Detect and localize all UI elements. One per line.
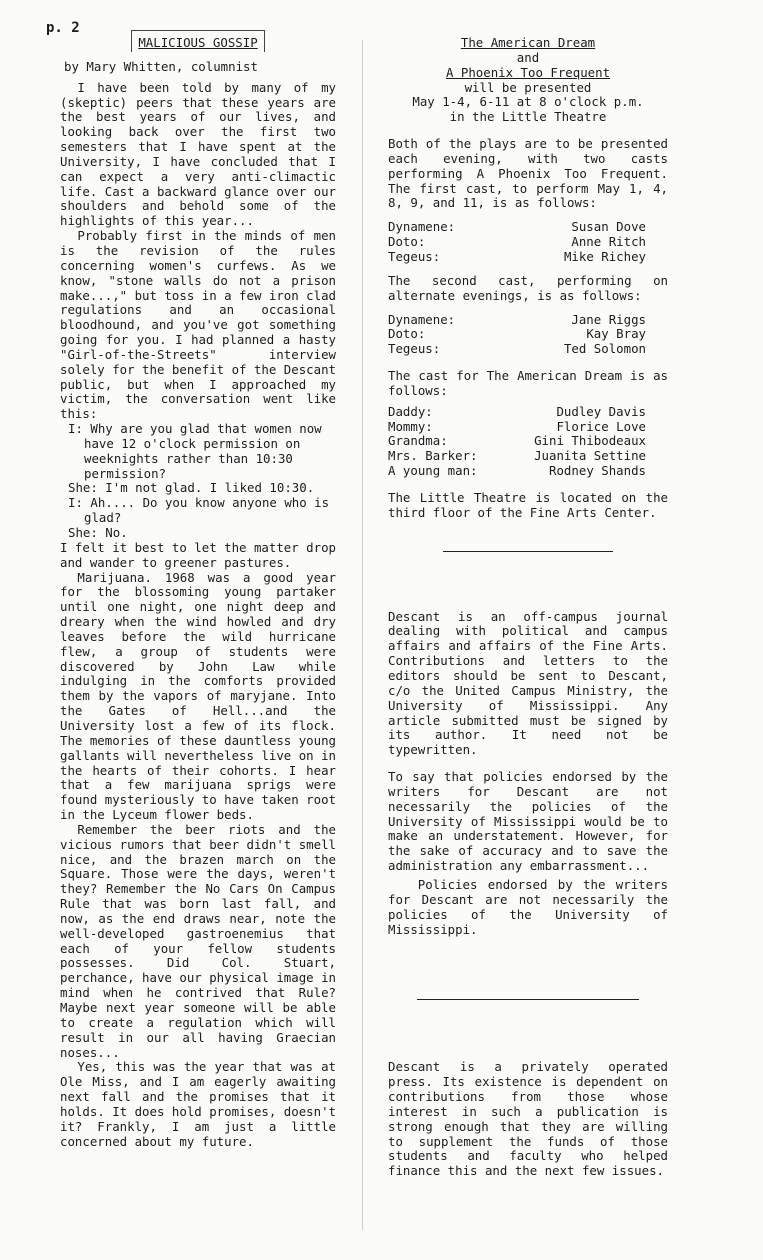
dream-cast-list bbox=[388, 405, 646, 479]
gossip-paragraph-4: Marijuana. 1968 was a good year for the blossoming young partaker until one night, one night deep and dreary when the wind howled and dry leaves before the wild hurricane flew, a group of students were discovered by John Law while indulging in the comforts provided them by the vapors of maryjane. Into the Gates of Hell...and the University lost a few of its flock. The memories of these dauntless young gallants will nevertheless live on in the hearts of their cohorts. I hear that a few marijuana sprigs were found mysteriously to have taken root in the Lyceum flower beds. bbox=[60, 569, 337, 823]
dialogue-line-3: I: Ah.... Do you know anyone who is glad? bbox=[68, 495, 330, 526]
cast-actor: Gini Thibodeaux bbox=[534, 433, 646, 449]
cast-role: Doto: bbox=[388, 234, 426, 250]
gossip-column bbox=[60, 30, 336, 1149]
cast-role: Tegeus: bbox=[388, 341, 441, 357]
cast-role: Dynamene: bbox=[388, 311, 456, 327]
cast-row bbox=[388, 250, 646, 265]
presented-line: will be presented bbox=[464, 79, 592, 95]
cast-role: Tegeus: bbox=[388, 248, 441, 264]
cast-actor: Anne Ritch bbox=[571, 234, 646, 250]
play-title-2: A Phoenix Too Frequent bbox=[445, 64, 611, 80]
descant-about: Descant is an off-campus journal dealing with political and campus affairs and affairs of the Fine Arts. Contributions and letters to the editors should be sent to Descant, c/o the United Campus Ministry, the University of Mississippi. Any article submitted must be signed by its author. It need not be typewritten. bbox=[388, 608, 668, 758]
dialogue-line-4: She: No. bbox=[68, 525, 128, 540]
cast-row bbox=[388, 449, 646, 464]
theatre-location: The Little Theatre is located on the third floor of the Fine Arts Center. bbox=[388, 489, 668, 520]
cast-actor: Kay Bray bbox=[586, 326, 646, 342]
cast-actor: Rodney Shands bbox=[549, 463, 646, 479]
cast-role: Doto: bbox=[388, 326, 426, 342]
second-cast-intro: The second cast, performing on alternate evenings, is as follows: bbox=[388, 272, 668, 303]
section-rule bbox=[417, 999, 639, 1000]
cast-role: Dynamene: bbox=[388, 219, 456, 235]
section-rule bbox=[443, 551, 613, 552]
page-number: p. 2 bbox=[46, 20, 80, 36]
descant-policy-1: To say that policies endorsed by the writers for Descant are not necessarily the policies of the University of Mississippi would be to make an understatement. However, for the sake of accuracy and to save the administration any embarrassment... bbox=[388, 769, 668, 874]
play-title-1: The American Dream bbox=[460, 35, 596, 50]
cast-role: A young man: bbox=[388, 463, 478, 479]
cast-row bbox=[388, 434, 646, 449]
cast-actor: Mike Richey bbox=[563, 248, 646, 264]
venue-line: in the Little Theatre bbox=[449, 109, 607, 125]
cast-role: Daddy: bbox=[388, 403, 433, 419]
dialogue-line-2: She: I'm not glad. I liked 10:30. bbox=[68, 480, 315, 496]
cast-row bbox=[388, 464, 646, 479]
cast-row bbox=[388, 235, 646, 250]
gossip-paragraph-3: I felt it best to let the matter drop and wander to greener pastures. bbox=[60, 539, 337, 570]
cast-intro: Both of the plays are to be presented each evening, with two casts performing A Phoenix Too Frequent. The first cast, to perform May 1, 4, 8, 9, and 11, is as follows: bbox=[388, 136, 668, 211]
gossip-title-wrap bbox=[60, 30, 336, 52]
cast-row bbox=[388, 313, 646, 328]
gossip-title: MALICIOUS GOSSIP bbox=[131, 30, 264, 52]
descant-private-press: Descant is a privately operated press. Its existence is dependent on contributions from those whose interest in such a publication is strong enough that they are willing to supplement the funds of those students and faculty who helped finance this and the next few issues. bbox=[388, 1059, 668, 1179]
cast-role: Mrs. Barker: bbox=[388, 448, 478, 464]
cast-row bbox=[388, 220, 646, 235]
cast-actor: Florice Love bbox=[556, 418, 646, 434]
cast-role: Mommy: bbox=[388, 418, 433, 434]
gossip-paragraph-5: Remember the beer riots and the vicious rumors that beer didn't smell nice, and the brazen march on the Square. Those were the days, weren't they? Remember the No Cars On Campus Rule that was born last fall, and now, as the end draws near, note the well-developed gastroenemius that each of your fellow students possesses. Did Col. Stuart, perchance, have our physical image in mind when he contrived that Rule? Maybe next year someone will be able to create a regulation which will result in our all having Graecian noses... bbox=[60, 821, 337, 1060]
cast-row bbox=[388, 342, 646, 357]
gossip-byline: by Mary Whitten, columnist bbox=[64, 58, 258, 74]
dates-line: May 1-4, 6-11 at 8 o'clock p.m. bbox=[412, 94, 644, 110]
cast-actor: Dudley Davis bbox=[556, 403, 646, 419]
theatre-column bbox=[388, 30, 668, 1179]
gossip-paragraph-2: Probably first in the minds of men is the revision of the rules concerning women's curfews. As we know, "stone walls do not a prison make...," but toss in a few iron clad regulations and an occasional bloodhound, and you've got something going for you. I had planned a hasty "Girl-of-the-Streets" interview solely for the benefit of the Descant public, but when I approached my victim, the conversation went like this: bbox=[60, 228, 337, 422]
second-cast-list bbox=[388, 313, 646, 358]
dream-cast-intro: The cast for The American Dream is as follows: bbox=[388, 368, 668, 398]
cast-actor: Juanita Settine bbox=[534, 448, 646, 464]
column-divider bbox=[362, 40, 363, 1230]
cast-row bbox=[388, 327, 646, 342]
cast-actor: Ted Solomon bbox=[563, 341, 646, 357]
cast-actor: Susan Dove bbox=[571, 219, 646, 235]
descant-policy-2: Policies endorsed by the writers for Descant are not necessarily the policies of the University of Mississippi. bbox=[388, 876, 668, 937]
dialogue-line-1: I: Why are you glad that women now have 12 o'clock permission on weeknights rather than 10:30 permission? bbox=[68, 421, 322, 481]
cast-row bbox=[388, 405, 646, 420]
first-cast-list bbox=[388, 220, 646, 265]
gossip-paragraph-6: Yes, this was the year that was at Ole Miss, and I am eagerly awaiting next fall and the promises that it holds. It does hold promises, doesn't it? Frankly, I am just a little concerned about my future. bbox=[60, 1059, 337, 1149]
gossip-paragraph-1: I have been told by many of my (skeptic) peers that these years are the best years of our lives, and looking back over the first two semesters that I have spent at the University, I have concluded that I can expect a very anti-climactic life. Cast a backward glance over our shoulders and behold some of the highlights of this year... bbox=[60, 79, 337, 229]
and-label: and bbox=[516, 49, 540, 65]
cast-role: Grandma: bbox=[388, 433, 448, 449]
cast-row bbox=[388, 420, 646, 435]
cast-actor: Jane Riggs bbox=[571, 311, 646, 327]
